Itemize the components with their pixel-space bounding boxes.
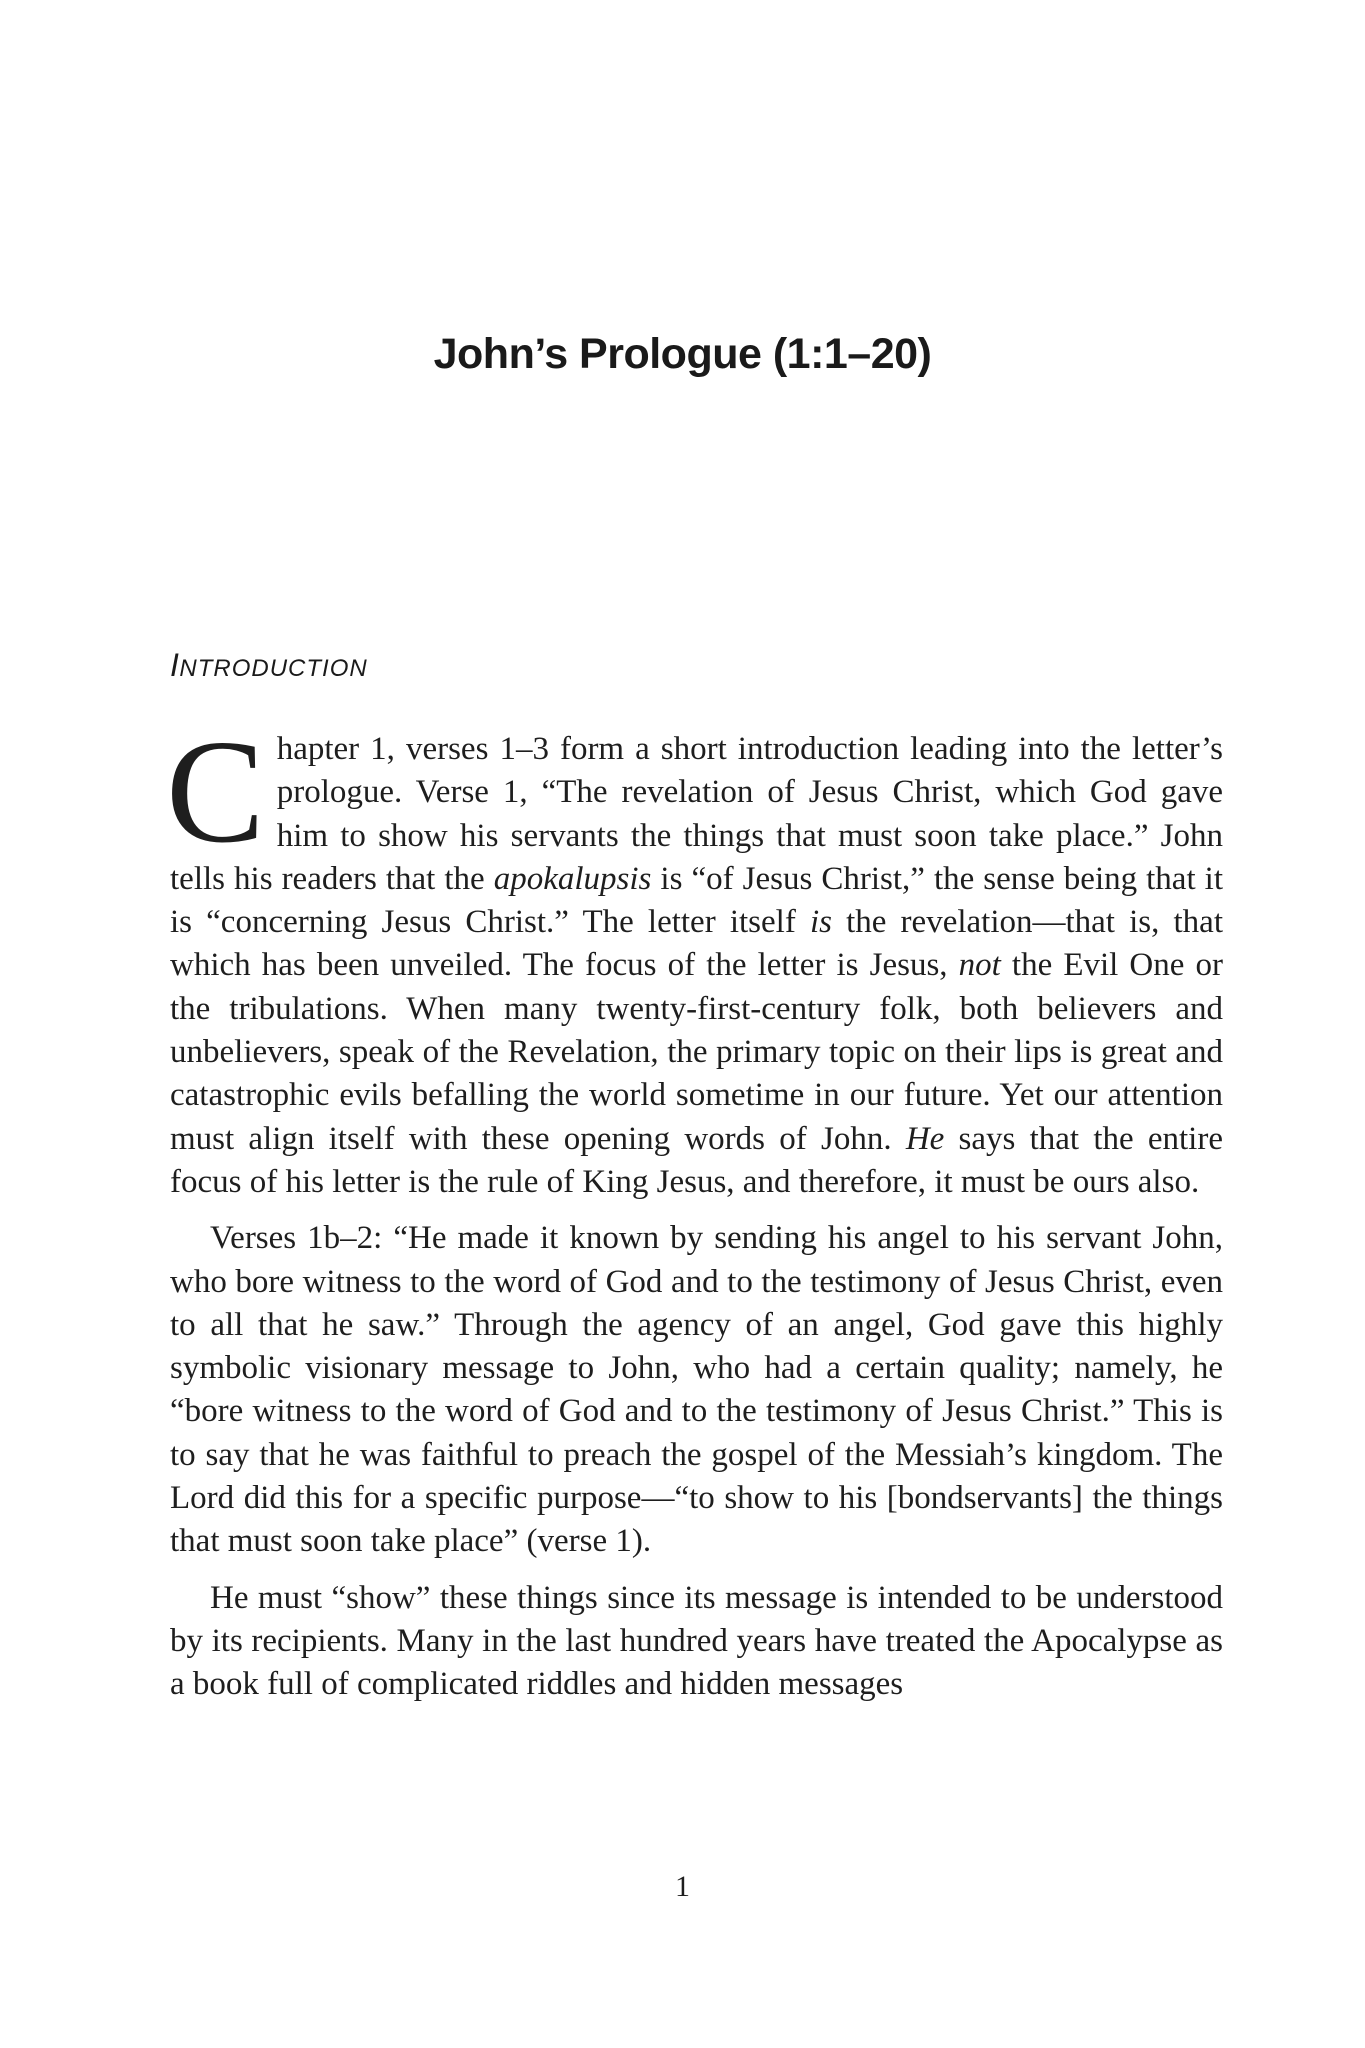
paragraph-1-emphasis: not [958,947,1001,984]
drop-cap: C [166,710,265,874]
section-heading [170,647,368,684]
paragraph-1-emphasis: apokalupsis [493,860,652,897]
paragraph-1-text: is “of Jesus Christ,” the sense being that it is “concerning Jesus Christ.” The letter itself [170,860,1223,941]
paragraph-1-emphasis: He [905,1120,945,1157]
paragraph-2: Verses 1b–2: “He made it known by sending his angel to his servant John, who bore witness to the word of God and to the testimony of Jesus Christ, even to all that he saw.” Through the agency of an angel, God gave this highly symbolic visionary message to John, who had a certain quality; namely, he “bore witness to the word of God and to the testimony of Jesus Christ.” This is to say that he was faithful to preach the gospel of the Messiah’s kingdom. The Lord did this for a specific purpose—“to show to his [bondservants] the things that must soon take place” (verse 1). [170,1220,1223,1560]
paragraph-1-emphasis: is [809,904,832,941]
paragraph-1-text: hapter 1, verses 1–3 form a short introduction leading into the letter’s prologue. Verse 1, “The revelation of Jesus Christ, which God gave him to show his servants the things that must soon take place.” John tells his readers that the [170,731,1223,897]
page-number: 1 [675,1870,690,1903]
paragraph-1 [166,710,1223,1204]
chapter-title: John’s Prologue (1:1–20) [433,330,932,378]
section-heading-rest: NTRODUCTION [179,655,368,682]
paragraph-1-text: says that the entire focus of his letter is the rule of King Jesus, and therefore, it must be ours also. [170,1120,1223,1200]
paragraph-3: He must “show” these things since its message is intended to be understood by its recipients. Many in the last hundred years have treated the Apocalypse as a book full of complicated riddles and hidden messages [170,1579,1223,1703]
paragraph-1-text: the revelation—that is, that which has been unveiled. The focus of the letter is Jesus, [170,904,1223,984]
body-text [166,710,1223,1720]
paragraph-1-text: the Evil One or the tribulations. When many twenty-first-century folk, both believers and unbelievers, speak of the Revelation, the primary topic on their lips is great and catastrophic evils befalling the world sometime in our future. Yet our attention must align itself with these opening words of John. [170,947,1223,1157]
section-heading-initial: I [170,647,180,683]
